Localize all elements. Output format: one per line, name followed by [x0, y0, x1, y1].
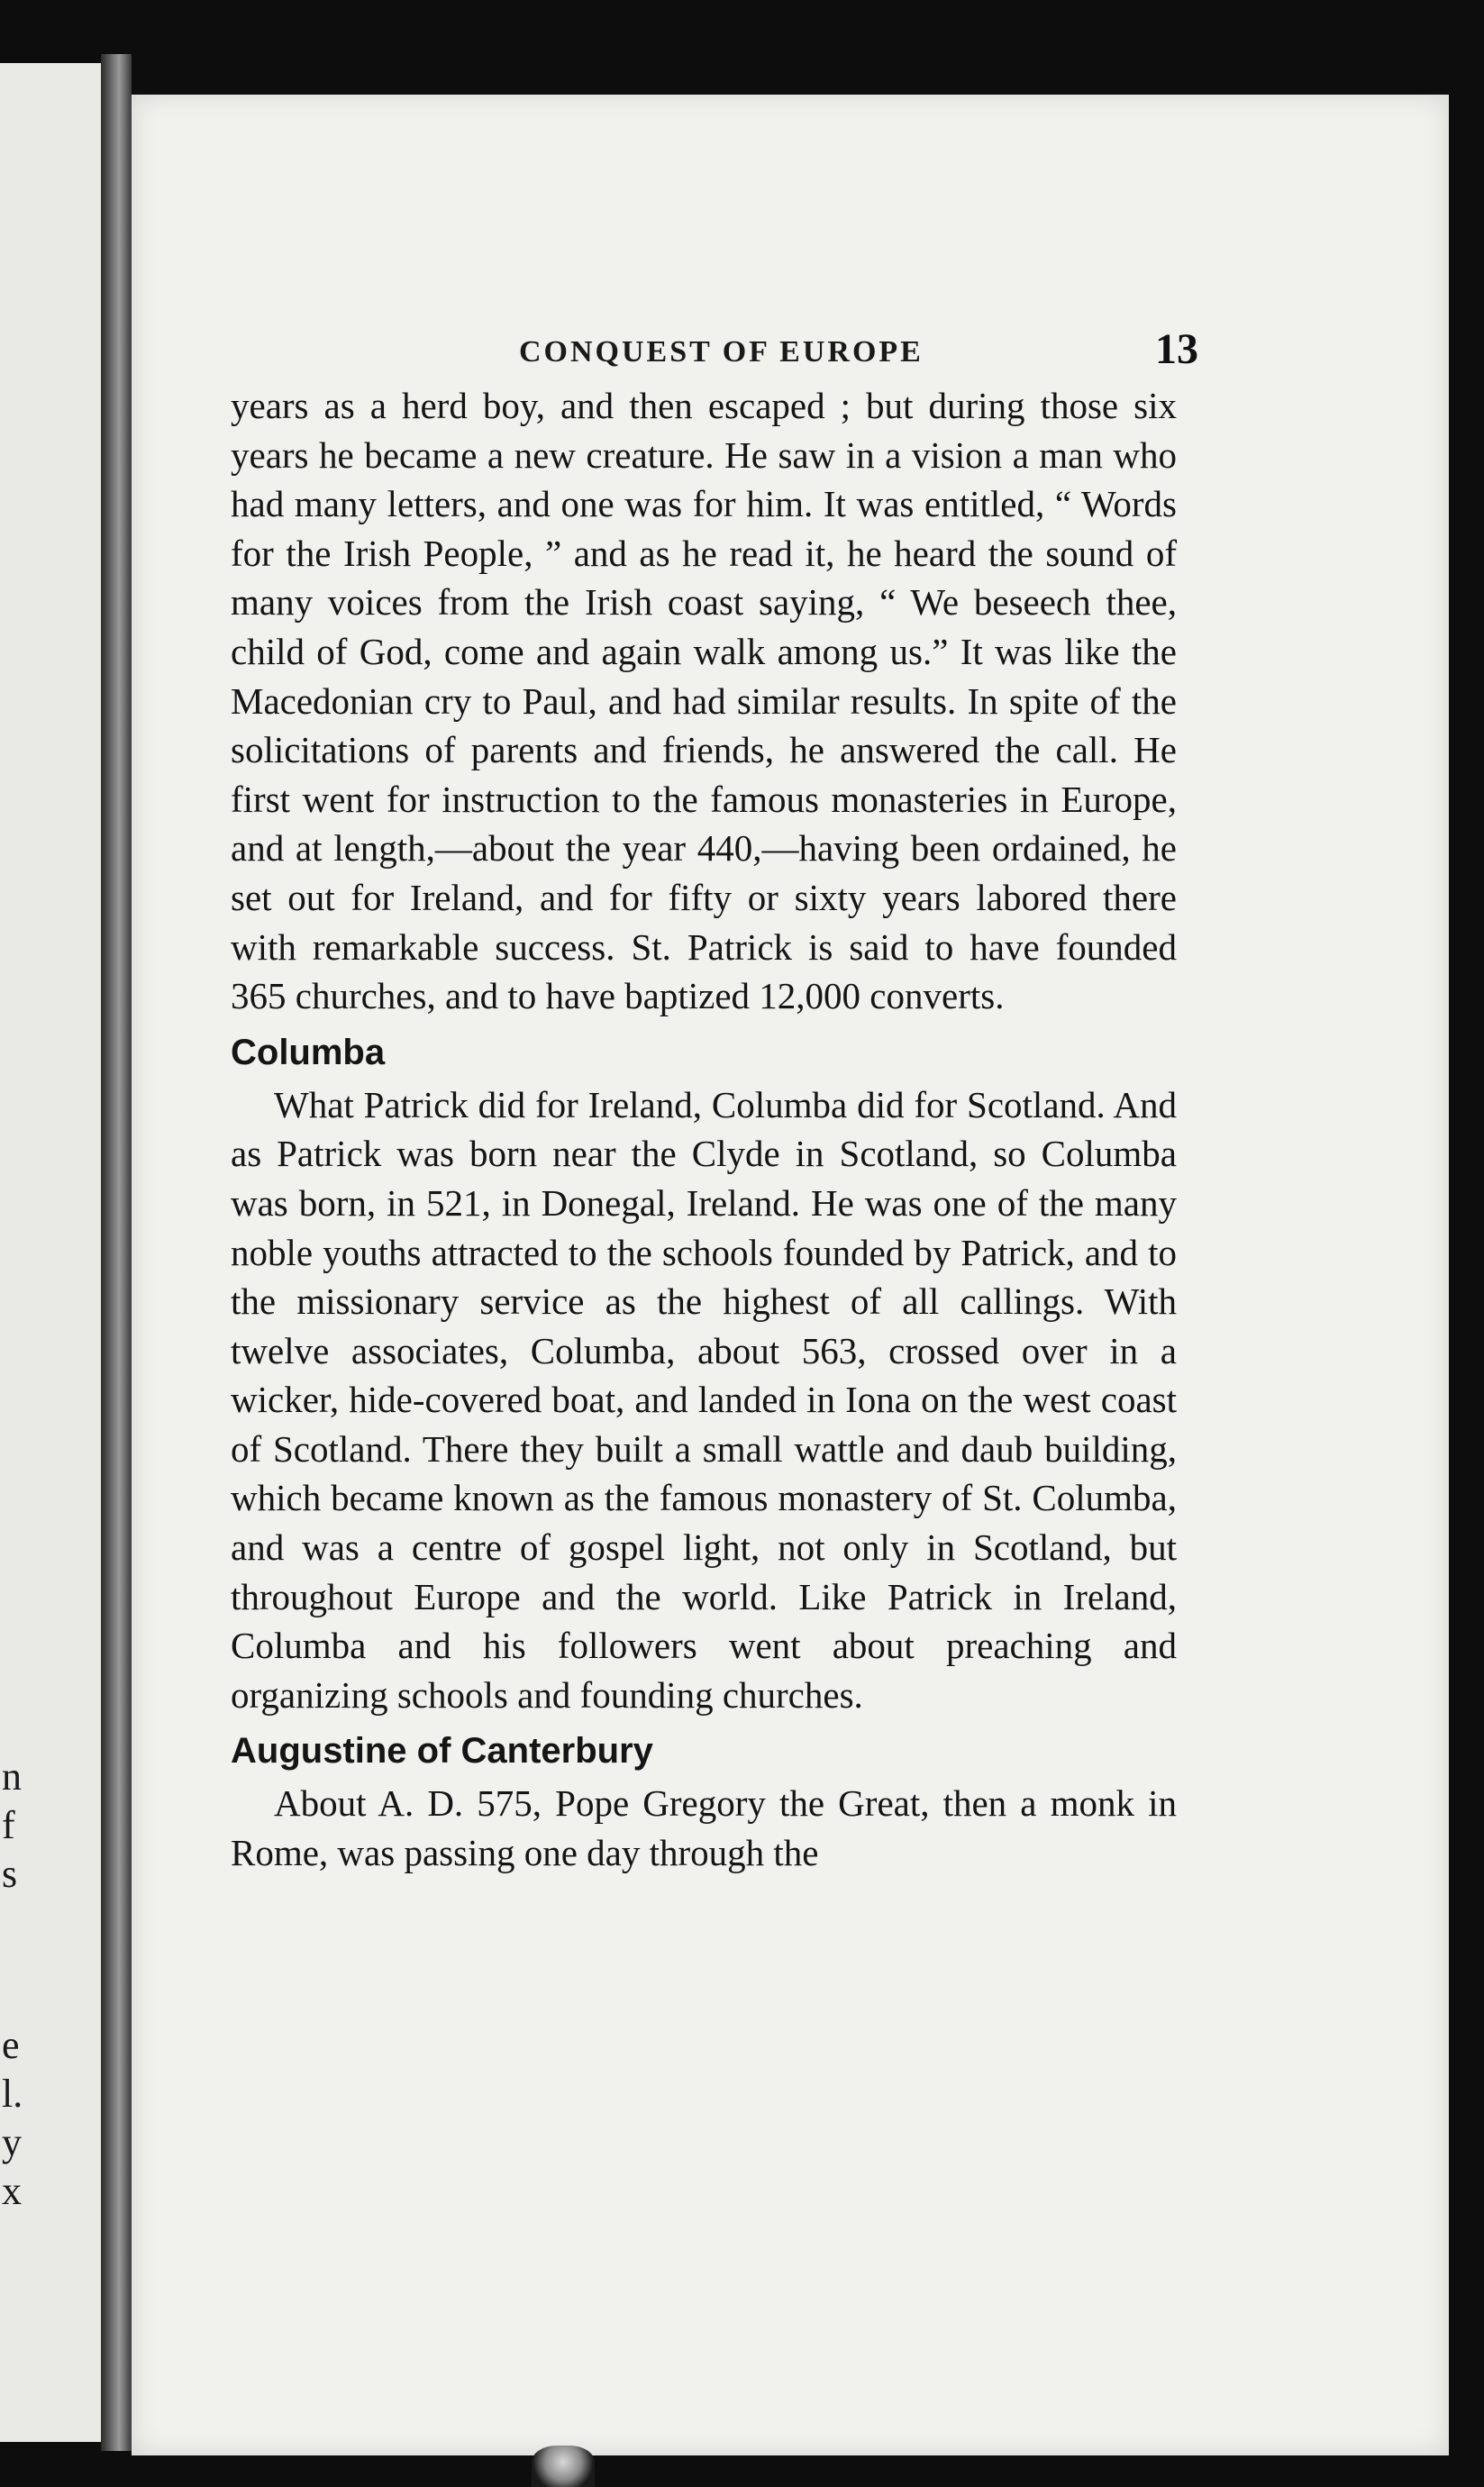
- adjacent-page-fragment: e: [2, 2023, 20, 2067]
- book-spine: [101, 54, 132, 2451]
- paragraph-augustine: About A. D. 575, Pope Gregory the Great, then a monk in Rome, was passing one day through the: [231, 1782, 1177, 1874]
- page-number: 13: [1155, 325, 1198, 373]
- book-page: [132, 95, 1449, 2455]
- paragraph-patrick-continued: years as a herd boy, and then escaped ; but during those six years he became a new creature. He saw in a vision a man who had many letters, and one was for him. It was entitled, “ Words for the Irish People, ” and as he read it, he heard the sound of many voices from the Irish coast saying, “ We beseech thee, child of God, come and again walk among us.” It was like the Macedonian cry to Paul, and had similar results. In spite of the solicitations of parents and friends, he answered the call. He first went for instruction to the famous monasteries in Europe, and at length,—about the year 440,—having been ordained, he set out for Ireland, and for fifty or sixty years labored there with remarkable success. St. Patrick is said to have founded 365 churches, and to have baptized 12,000 converts.: [231, 385, 1177, 1017]
- page-body: [231, 381, 1177, 1878]
- adjacent-page-fragment: n: [2, 1754, 22, 1799]
- adjacent-page-fragment: f: [2, 1803, 15, 1847]
- scan-artifact: [532, 2446, 595, 2487]
- adjacent-page-fragment: y: [2, 2120, 22, 2164]
- section-heading-augustine: Augustine of Canterbury: [231, 1731, 653, 1772]
- adjacent-page-fragment: s: [2, 1852, 18, 1896]
- running-header: [132, 324, 1449, 378]
- adjacent-page-fragment: l.: [2, 2072, 23, 2116]
- running-header-title: CONQUEST OF EUROPE: [519, 335, 924, 369]
- adjacent-page-fragment: x: [2, 2169, 22, 2213]
- section-heading-columba: Columba: [231, 1032, 386, 1072]
- paragraph-columba: What Patrick did for Ireland, Columba did for Scotland. And as Patrick was born near the Clyde in Scotland, so Columba was born, in 521, in Donegal, Ireland. He was one of the many noble youths attracted to the schools founded by Patrick, and to the missionary service as the highest of all callings. With twelve associates, Columba, about 563, crossed over in a wicker, hide-covered boat, and landed in Iona on the west coast of Scotland. There they built a small wattle and daub building, which became known as the famous monastery of St. Columba, and was a centre of gospel light, not only in Scotland, but throughout Europe and the world. Like Patrick in Ireland, Columba and his followers went about preaching and organizing schools and founding churches.: [231, 1083, 1177, 1716]
- adjacent-page-edge: [0, 63, 108, 2442]
